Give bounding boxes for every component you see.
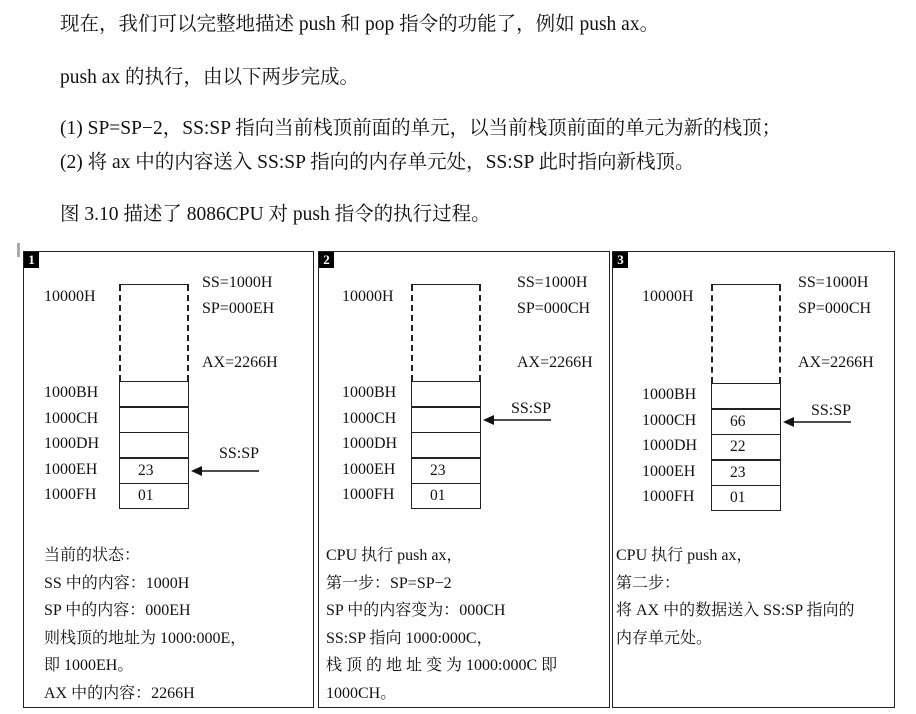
stack-panel-1	[23, 251, 314, 708]
top-address-label: 10000H	[342, 288, 394, 305]
pointer-arrow-icon	[783, 415, 853, 429]
panel-note-line: 即 1000EH。	[44, 657, 134, 674]
memory-cell	[119, 381, 189, 407]
stack-dashed-left	[119, 285, 121, 381]
stack-panel-3	[612, 251, 895, 708]
intro-line-1: 现在，我们可以完整地描述 push 和 pop 指令的功能了，例如 push ax。	[60, 14, 660, 35]
panel-note-line: SS:SP 指向 1000:000C，	[326, 629, 493, 647]
memory-cell	[411, 432, 481, 458]
step-2: (2) 将 ax 中的内容送入 SS:SP 指向的内存单元处，SS:SP 此时指向新栈顶。	[60, 152, 695, 173]
panel-note-line: 当前的状态：	[44, 547, 141, 564]
panel-note-line: 第二步：	[616, 574, 681, 592]
cell-address-label: 1000DH	[44, 435, 100, 452]
panel-note-line: SS 中的内容：1000H	[44, 574, 190, 592]
memory-cell: 01	[119, 483, 189, 509]
pointer-label: SS:SP	[811, 401, 852, 419]
memory-cell	[711, 383, 781, 409]
cell-address-label: 1000CH	[44, 409, 99, 427]
stack-top-edge	[119, 284, 189, 285]
panel-note-line: 则栈顶的地址为 1000:000E，	[44, 629, 247, 647]
cell-address-label: 1000FH	[642, 488, 695, 505]
memory-cell: 23	[119, 458, 189, 484]
panel-note-line: SP 中的内容变为：000CH	[326, 602, 506, 619]
intro-line-2: push ax 的执行，由以下两步完成。	[60, 67, 359, 88]
sp-register-label: SP=000EH	[202, 300, 275, 317]
stack-panel-2	[318, 251, 610, 708]
memory-cell	[119, 407, 189, 433]
sp-register-label: SP=000CH	[798, 300, 872, 317]
cell-address-label: 1000CH	[342, 409, 397, 427]
ax-register-label: AX=2266H	[202, 354, 278, 371]
pointer-arrow-icon	[483, 413, 553, 427]
panel-note-line: 第一步：SP=SP−2	[326, 574, 452, 592]
cell-address-label: 1000EH	[642, 462, 696, 480]
memory-cell: 22	[711, 434, 781, 460]
stack-dashed-right	[187, 285, 189, 381]
stack-dashed-right	[779, 285, 781, 383]
panel-number-badge: 1	[24, 252, 39, 268]
cell-address-label: 1000EH	[44, 460, 98, 478]
sp-register-label: SP=000CH	[517, 300, 591, 317]
stack-top-edge	[711, 284, 781, 285]
cell-address-label: 1000BH	[342, 384, 397, 401]
cell-address-label: 1000FH	[44, 486, 97, 503]
ax-register-label: AX=2266H	[798, 354, 874, 371]
stack-dashed-left	[711, 285, 713, 383]
panel-note-line: CPU 执行 push ax，	[326, 547, 463, 564]
memory-cell	[411, 381, 481, 407]
panel-note-line: 栈 顶 的 地 址 变 为 1000:000C 即	[326, 657, 558, 674]
margin-mark	[17, 243, 20, 257]
panel-note-line: CPU 执行 push ax，	[616, 547, 753, 564]
top-address-label: 10000H	[44, 288, 96, 305]
ax-register-label: AX=2266H	[517, 354, 593, 371]
pointer-label: SS:SP	[511, 399, 552, 417]
panel-note-line: SP 中的内容：000EH	[44, 602, 191, 619]
ss-register-label: SS=1000H	[202, 274, 273, 291]
pointer-arrow-icon	[191, 464, 261, 478]
stack-top-edge	[411, 284, 481, 285]
memory-cell: 66	[711, 409, 781, 435]
stack-dashed-left	[411, 285, 413, 381]
cell-address-label: 1000BH	[44, 384, 99, 401]
top-address-label: 10000H	[642, 288, 694, 305]
memory-cell: 23	[711, 460, 781, 486]
panel-note-line: 内存单元处。	[616, 629, 713, 647]
panel-note-line: 1000CH。	[326, 684, 397, 702]
stack-dashed-right	[479, 285, 481, 381]
panel-note-line: AX 中的内容：2266H	[44, 684, 195, 702]
figure-intro-line: 图 3.10 描述了 8086CPU 对 push 指令的执行过程。	[60, 204, 491, 225]
memory-cell: 01	[411, 483, 481, 509]
cell-address-label: 1000DH	[342, 435, 398, 452]
cell-address-label: 1000EH	[342, 460, 396, 478]
cell-address-label: 1000FH	[342, 486, 395, 503]
memory-cell: 23	[411, 458, 481, 484]
cell-address-label: 1000BH	[642, 386, 697, 403]
ss-register-label: SS=1000H	[517, 274, 588, 291]
panel-note-line: 将 AX 中的数据送入 SS:SP 指向的	[616, 602, 855, 619]
step-1: (1) SP=SP−2，SS:SP 指向当前栈顶前面的单元，以当前栈顶前面的单元为新的栈顶；	[60, 118, 782, 139]
panel-number-badge: 2	[319, 252, 334, 268]
cell-address-label: 1000CH	[642, 411, 697, 429]
memory-cell: 01	[711, 485, 781, 511]
ss-register-label: SS=1000H	[798, 274, 869, 291]
panel-number-badge: 3	[613, 252, 628, 268]
cell-address-label: 1000DH	[642, 437, 698, 454]
memory-cell	[119, 432, 189, 458]
memory-cell	[411, 407, 481, 433]
pointer-label: SS:SP	[219, 444, 260, 462]
